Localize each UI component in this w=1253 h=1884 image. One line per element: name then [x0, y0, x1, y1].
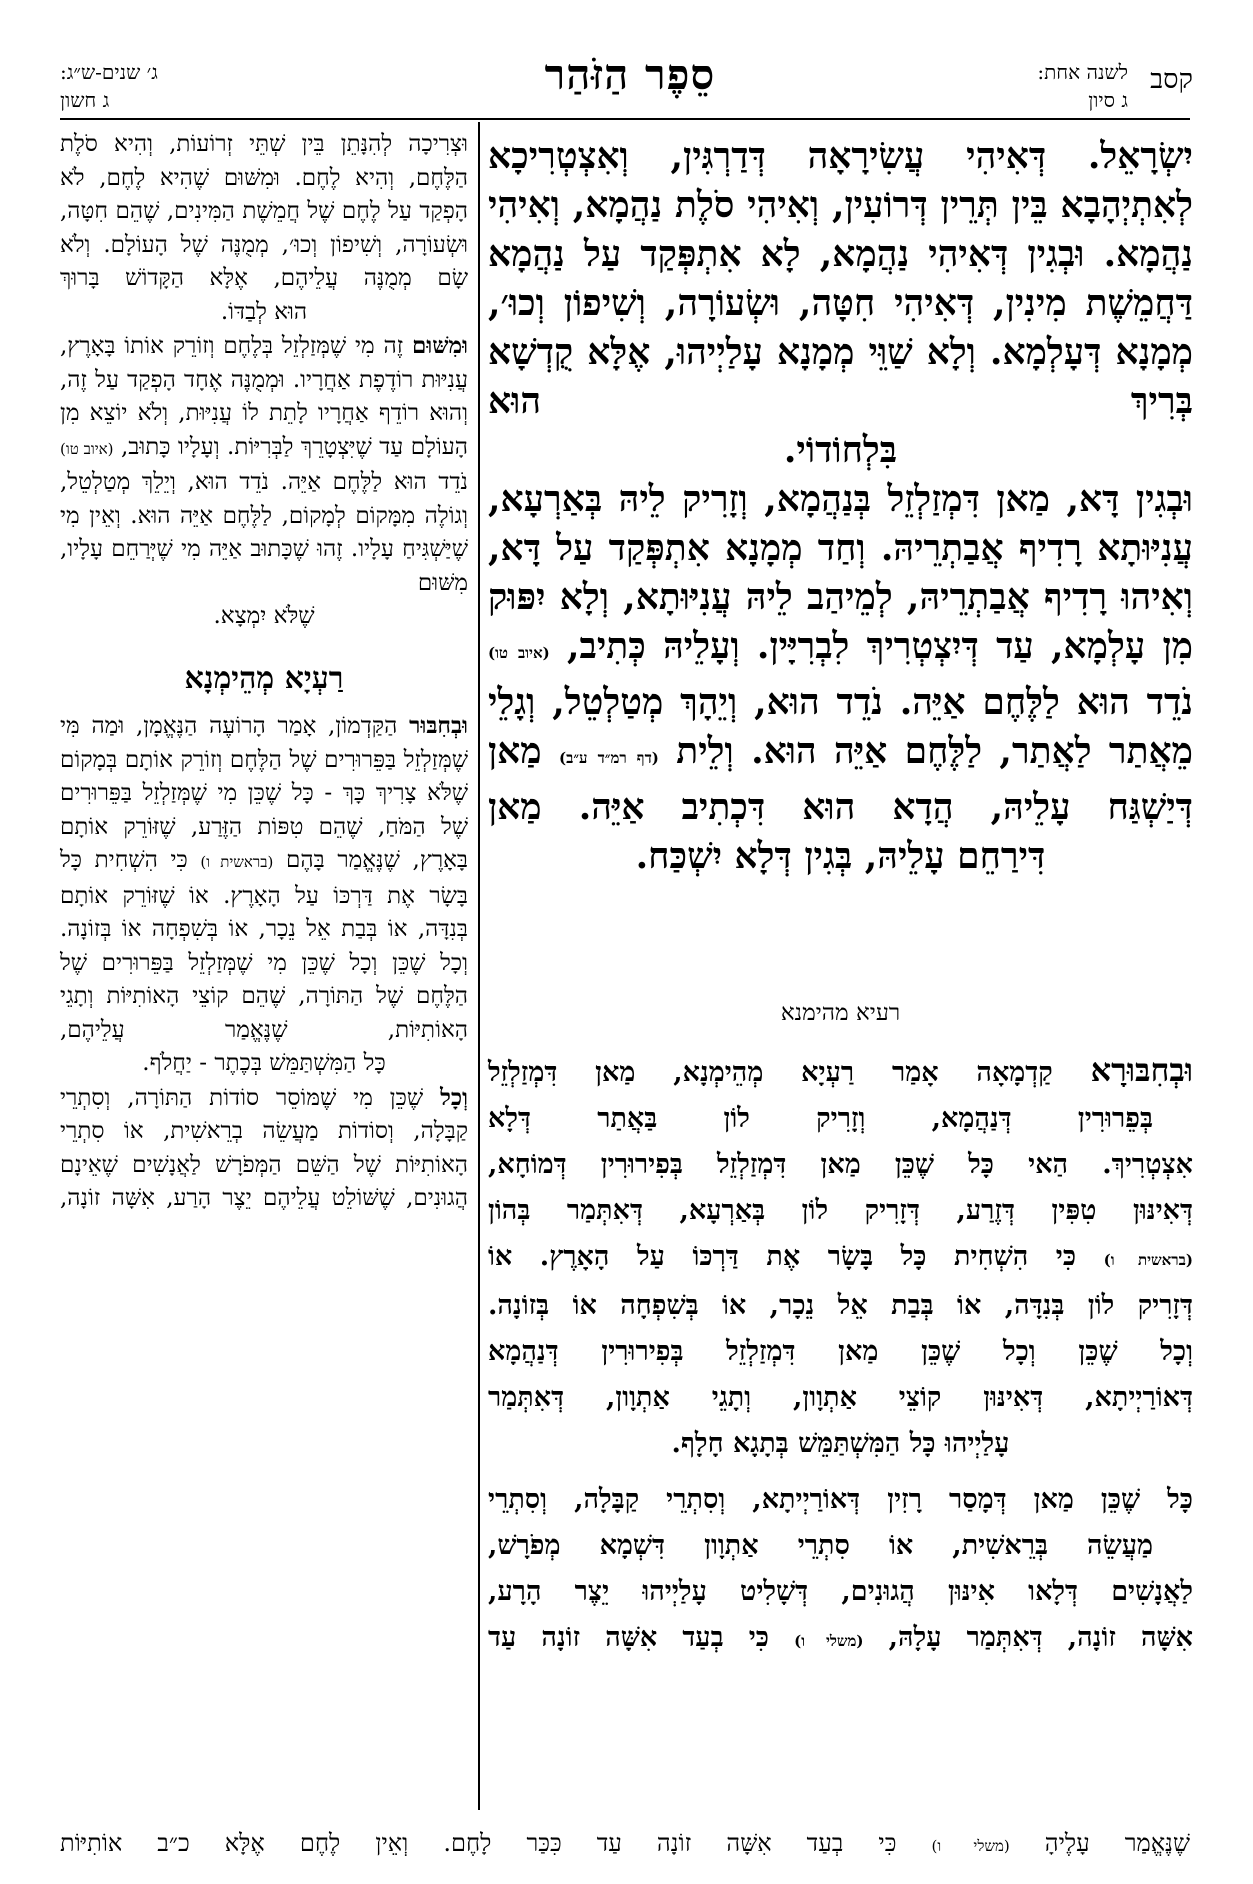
footer-text-b: כִּי בְעַד אִשָּׁה זוֹנָה עַד כִּכַּר לָחֶם. וְאֵין לֶחֶם אֶלָּא כ״ב אוֹתִיּוֹת: [60, 1829, 897, 1857]
main-paragraph-2-end: דִּירַחֵם עָלֵיהּ, בְּגִין דְּלָא יִשְׁכַּח.: [635, 835, 1046, 877]
side-p2-text: זֶה מִי שֶׁמְּזַלְזֵל בְּלֶחֶם וְזוֹרֵק אוֹתוֹ בָּאָרֶץ, עֲנִיּוּת רוֹדֶפֶת אַחֲרָיו. וּמְמֻנֶּה אֶחָד הָפְקַד עַל זֶה, וְהוּא רוֹדֵף אַחֲרָיו לָתֵת לוֹ עֲנִיּוּת, וְלֹא יוֹצֵא מִן הָעוֹלָם עַד שֶׁיִּצְטָרֵךְ לַבְּרִיּוֹת. וְעָלָיו כָּתוּב,: [60, 333, 469, 460]
header-left-line1: ג׳ שנים-ש״ג:: [60, 60, 158, 84]
rm-line: דְּאוֹרַיְיתָא, דְּאִינּוּן קוֹצֵי אַתְוָון, וְתָגֵי אַתְוָון, דְּאִתְּמַר: [488, 1382, 1193, 1413]
header-right-line2: ג סיון: [1088, 88, 1128, 112]
header-left-line2: ג חשון: [60, 88, 110, 112]
main-para2-text-c: מַאן דְּיַשְׁגַּח עָלֵיהּ, הֲדָא הוּא דִּכְתִיב אַיֵּה. מַאן: [488, 730, 1193, 828]
rm-line: מַעֲשֵׂה בְּרֵאשִׁית, אוֹ סִתְרֵי אַתְוָון דִּשְׁמָא מְפֹרָשׁ,: [488, 1530, 1153, 1561]
rm-line: [488, 1234, 1193, 1283]
daf-reference: (דף רמ״ד ע״ב): [559, 749, 659, 767]
rm-line: לַאֲנָשִׁים דְּלָאו אִינּוּן הֲגוּנִים, דְּשָׁלִיט עָלַיְיהוּ יֵצֶר הָרָע,: [488, 1576, 1193, 1607]
column-divider: [478, 122, 480, 1810]
header-right-line1: לשנה אחת:: [1037, 60, 1128, 84]
rm-line: אִצְטְרִיךְ. הַאי כָּל שֶׁכֵּן מַאן דִּמְזַלְזֵל בְּפִירוּרִין דְּמוֹחָא,: [488, 1149, 1193, 1180]
main-para1-text: יִשְׂרָאֵל. דְּאִיהִי עֲשִׂירָאָה דְּדַרְגִּין, וְאִצְטְרִיכָא לְאִתְיְהָבָא בֵּין תְּרֵין דְּרוֹעִין, וְאִיהִי סֹלֶת נַהֲמָא, וְאִיהִי נַהֲמָא. וּבְגִין דְּאִיהִי נַהֲמָא, לָא אִתְפְּקַד עַל נַהֲמָא דַּחֲמֵשֶׁת מִינִין, דְּאִיהִי חִטָּה, וּשְׂעוֹרָה, וְשִׁיפוֹן וְכוּ׳, מְמָנָא דְּעָלְמָא. וְלָא שַׁוֵּי מְמָנָא עָלַיְיהוּ, אֶלָּא קֻדְשָׁא בְּרִיךְ הוּא: [488, 135, 1193, 422]
rm-line: דְּזָרִיק לוֹן בְּנִדָּה, אוֹ בְּבַת אֵל נֵכָר, אוֹ בְּשִׁפְחָה אוֹ בְּזוֹנָה.: [488, 1290, 1193, 1321]
page-number: קסב: [1150, 64, 1193, 95]
translation-column: [60, 128, 468, 1216]
side-paragraph-1-end: הוּא לְבַדּוֹ.: [220, 298, 308, 325]
rm-line: דְּאִינּוּן טִפִּין דְּזֶרַע, דְּזָרִיק לוֹן בְּאַרְעָא, דְּאִתְּמַר בְּהוֹן: [488, 1195, 1193, 1226]
rm-line-1: קַדְמָאָה אָמַר רַעְיָא מְהֵימְנָא, מַאן דִּמְזַלְזֵל: [488, 1057, 1053, 1088]
side-p4-text: שֶׁכֵּן מִי שֶׁמּוֹסֵר סוֹדוֹת הַתּוֹרָה, וְסִתְרֵי קַבָּלָה, וְסוֹדוֹת מַעֲשֵׂה בְרֵאשִׁית, אוֹ סִתְרֵי הָאוֹתִיּוֹת שֶׁל הַשֵּׁם הַמְּפֹרָשׁ לַאֲנָשִׁים שֶׁאֵינָם הֲגוּנִים, שֶׁשּׁוֹלֵט עֲלֵיהֶם יֵצֶר הָרַע, אִשָּׁה זוֹנָה,: [60, 1084, 468, 1211]
side-p4-lead: וְכָל: [440, 1083, 468, 1111]
footer-line: [60, 1826, 1190, 1863]
main-column: [488, 132, 1193, 881]
side-paragraph-1: וּצְרִיכָה לְהִנָּתֵן בֵּין שְׁתֵּי זְרוֹעוֹת, וְהִיא סֹלֶת הַלֶּחֶם, וְהִיא לֶחֶם. וּמִשּׁוּם שֶׁהִיא לֶחֶם, לֹא הָפְקַד עַל לֶחֶם שֶׁל חֲמֵשֶׁת הַמִּינִים, שֶׁהֵם חִטָּה, וּשְׂעוֹרָה, וְשִׁיפוֹן וְכוּ׳, מְמֻנֶּה שֶׁל הָעוֹלָם. וְלֹא שָׂם מְמֻנֶּה עֲלֵיהֶם, אֶלָּא הַקָּדוֹשׁ בָּרוּךְ: [60, 131, 468, 291]
footer-source-mishlei: (משלי ו): [931, 1837, 1010, 1855]
side-p2-text-b: נֹדֵד הוּא לַלֶּחֶם אַיֵּה. נֹדֵד הוּא, וְיֵלֵךְ מְטַלְטֵל, וְגוֹלֶה מִמָּקוֹם לְמָקוֹם, לַלֶּחֶם אַיֵּה הוּא. וְאֵין מִי שֶׁיַּשְׁגִּיחַ עָלָיו. זֶהוּ שֶׁכָּתוּב אַיֵּה מִי שֶׁיְּרַחֵם עָלָיו, מִשּׁוּם: [60, 469, 468, 596]
side-paragraph-2: [60, 329, 468, 600]
main-para2-text: וּבְגִין דָּא, מַאן דִּמְזַלְזֵל בְּנַהֲמָא, וְזָרִיק לֵיהּ בְּאַרְעָא, עֲנִיּוּתָא רָדִיף אֲבַתְרֵיהּ. וְחַד מְמָנָא אִתְפְּקַד עַל דָּא, וְאִיהוּ רָדִיף אֲבַתְרֵיהּ, לְמֵיהַב לֵיהּ עֲנִיּוּתָא, וְלָא יִפּוּק מִן עָלְמָא, עַד דְּיִצְטְרִיךְ לִבְרִיָּין. וְעָלֵיהּ כְּתִיב,: [488, 478, 1193, 667]
side-paragraph-3-end: כָּל הַמִּשְׁתַּמֵּשׁ בְּכֶתֶר - יַחֲלֹף.: [142, 1050, 386, 1076]
rm-line-13b: כִּי בְעַד אִשָּׁה זוֹנָה עַד: [488, 1622, 769, 1653]
side-p3-lead: וּבְחִבּוּר: [409, 712, 468, 739]
main-paragraph-2: [488, 475, 1193, 832]
header-left-block: [60, 58, 280, 114]
book-title: סֵפֶר הַזֹּהַר: [544, 50, 716, 99]
side-p3-text: הַקַּדְמוֹן, אָמַר הָרוֹעֶה הַנֶּאֱמָן, וּמַה מִּי שֶׁמְּזַלְזֵל בַּפֵּרוּרִים שֶׁל הַלֶּחֶם וְזוֹרֵק אוֹתָם בְּמָקוֹם שֶׁלֹּא צָרִיךְ כָּךְ - כָּל שֶׁכֵּן מִי שֶׁמְּזַלְזֵל בַּפֵּרוּרִים שֶׁל הַמֹּחַ, שֶׁהֵם טִפּוֹת הַזֶּרַע, שֶׁזּוֹרֵק אוֹתָם בָּאָרֶץ, שֶׁנֶּאֱמַר בָּהֶם: [60, 713, 468, 873]
rm-line: [488, 1615, 1193, 1664]
main-paragraph-1-end: בִּלְחוֹדוֹי.: [783, 429, 898, 471]
side-p2-lead: וּמִשּׁוּם: [411, 332, 469, 359]
rm-line: כָּל שֶׁכֵּן מַאן דְּמָסַר רָזִין דְּאוֹרַיְיתָא, וְסִתְרֵי קַבָּלָה, וְסִתְרֵי: [488, 1484, 1193, 1515]
main-paragraph-1: [488, 132, 1193, 426]
rm-line: וְכָל שֶׁכֵּן וְכָל שֶׁכֵּן מַאן דִּמְזַלְזֵל בְּפִירוּרִין דְּנַהֲמָא: [488, 1336, 1193, 1367]
source-ref-iyov: (איוב טו): [488, 644, 550, 662]
side-section-title: רַעְיָא מְהֵימְנָא: [184, 660, 344, 696]
side-paragraph-4: [60, 1081, 468, 1216]
section-title-raaya-mehemna: רעיא מהימנא: [780, 1000, 901, 1026]
rm-lead-word: וּבְחִבּוּרָא: [1090, 1051, 1193, 1089]
footer-text-a: שֶׁנֶּאֱמַר עָלֶיהָ: [1044, 1829, 1190, 1857]
source-ref-mishlei: (משלי ו): [794, 1632, 864, 1650]
header-divider: [60, 118, 1190, 120]
header-right-block: [908, 58, 1128, 114]
side-paragraph-2-end: שֶׁלֹּא יִמְצָא.: [213, 603, 315, 629]
source-ref-bereshit: (בראשית ו): [1103, 1251, 1193, 1269]
rm-line-5: כִּי הִשְׁחִית כָּל בָּשָׂר אֶת דַּרְכּוֹ עַל הָאָרֶץ. אוֹ: [488, 1241, 1077, 1272]
side-paragraph-3: [60, 709, 468, 1047]
side-source-iyov: (איוב טו): [60, 439, 114, 458]
rm-line: בְּפֵרוּרִין דְּנַהֲמָא, וְזָרִיק לוֹן בַּאֲתַר דְּלָא: [488, 1103, 1153, 1134]
rm-line-13: אִשָּׁה זוֹנָה, דְּאִתְּמַר עָלָהּ,: [888, 1622, 1193, 1653]
side-p3-text-b: כִּי הִשְׁחִית כָּל בָּשָׂר אֶת דַּרְכּוֹ עַל הָאָרֶץ. אוֹ שֶׁזּוֹרֵק אוֹתָם בְּנִדָּה, אוֹ בְּבַת אֵל נֵכָר, אוֹ בְּשִׁפְחָה אוֹ בְּזוֹנָה. וְכָל שֶׁכֵּן וְכָל שֶׁכֵּן מִי שֶׁמְּזַלְזֵל בַּפֵּרוּרִים שֶׁל הַלֶּחֶם שֶׁל הַתּוֹרָה, שֶׁהֵם קוֹצֵי הָאוֹתִיּוֹת וְתָגֵי הָאוֹתִיּוֹת, שֶׁנֶּאֱמַר עֲלֵיהֶם,: [60, 847, 468, 1043]
side-source-bereshit: (בראשית ו): [200, 853, 274, 871]
rm-line: [488, 1047, 1193, 1096]
raaya-mehemna-column: [488, 1047, 1193, 1664]
main-para2-text-b: נֹדֵד הוּא לַלֶּחֶם אַיֵּה. נֹדֵד הוּא, וְיֵהָךְ מְטַלְטֵל, וְגָלֵי מֵאֲתַר לַאֲתַר, לַלֶּחֶם אַיֵּה הוּא. וְלֵית: [488, 681, 1194, 772]
rm-line: עָלַיְיהוּ כָּל הַמִּשְׁתַּמֵּשׁ בְּתָגָא חָלָף.: [671, 1428, 1010, 1459]
